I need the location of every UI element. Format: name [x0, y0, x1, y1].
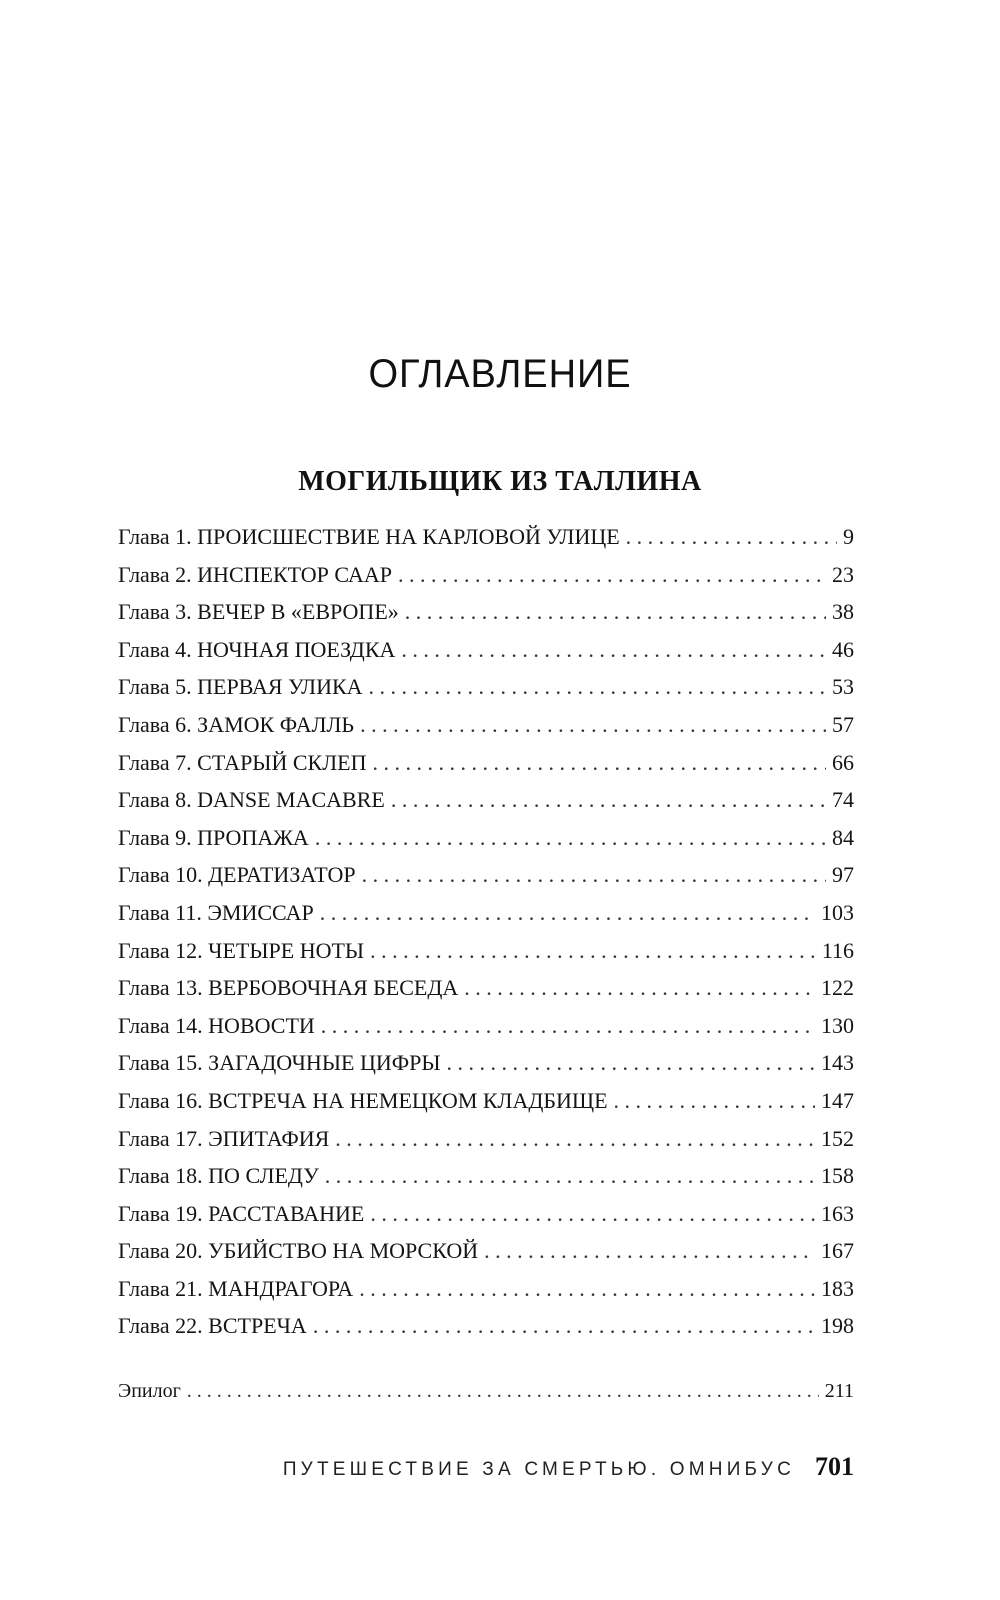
- toc-entry-label: Глава 15. ЗАГАДОЧНЫЕ ЦИФРЫ: [118, 1050, 441, 1076]
- dot-leader: [484, 1238, 815, 1264]
- dot-leader: [315, 825, 826, 851]
- toc-entry-page: 167: [821, 1238, 854, 1264]
- toc-entry[interactable]: [118, 1238, 854, 1276]
- toc-entry[interactable]: [118, 637, 854, 675]
- dot-leader: [321, 1013, 815, 1039]
- toc-entry-label: Глава 14. НОВОСТИ: [118, 1012, 315, 1038]
- toc-entry[interactable]: [118, 1088, 854, 1126]
- dot-leader: [626, 524, 837, 550]
- toc-entry-label: Глава 16. ВСТРЕЧА НА НЕМЕЦКОМ КЛАДБИЩЕ: [118, 1087, 608, 1113]
- table-of-contents: [118, 524, 854, 1351]
- toc-entry-label: Глава 5. ПЕРВАЯ УЛИКА: [118, 674, 363, 700]
- dot-leader: [335, 1126, 815, 1152]
- toc-entry[interactable]: [118, 787, 854, 825]
- toc-entry[interactable]: [118, 562, 854, 600]
- page-footer: [220, 1452, 854, 1482]
- toc-entry-label: Глава 7. СТАРЫЙ СКЛЕП: [118, 749, 367, 775]
- toc-entry-label: Глава 17. ЭПИТАФИЯ: [118, 1125, 330, 1151]
- toc-entry-page: 23: [832, 561, 854, 587]
- toc-entry-page: 158: [821, 1163, 854, 1189]
- dot-leader: [369, 674, 826, 700]
- toc-entry-page: 147: [821, 1087, 854, 1113]
- dot-leader: [360, 712, 826, 738]
- toc-entry-label: Глава 18. ПО СЛЕДУ: [118, 1163, 319, 1189]
- toc-entry-page: 97: [832, 862, 854, 888]
- dot-leader: [325, 1163, 815, 1189]
- toc-entry[interactable]: [118, 862, 854, 900]
- dot-leader: [401, 637, 826, 663]
- toc-entry-page: 163: [821, 1200, 854, 1226]
- dot-leader: [614, 1088, 815, 1114]
- toc-entry-label: Глава 22. ВСТРЕЧА: [118, 1313, 307, 1339]
- toc-entry-label: Глава 9. ПРОПАЖА: [118, 824, 309, 850]
- toc-entry[interactable]: [118, 1126, 854, 1164]
- toc-entry-label: Глава 21. МАНДРАГОРА: [118, 1275, 354, 1301]
- dot-leader: [370, 1201, 815, 1227]
- toc-entry-page: 103: [821, 899, 854, 925]
- dot-leader: [372, 750, 826, 776]
- toc-entry-label: Глава 10. ДЕРАТИЗАТОР: [118, 862, 356, 888]
- dot-leader: [370, 938, 816, 964]
- book-title: МОГИЛЬЩИК ИЗ ТАЛЛИНА: [298, 466, 702, 497]
- toc-entry-page: 116: [821, 937, 854, 963]
- running-title: ПУТЕШЕСТВИЕ ЗА СМЕРТЬЮ. ОМНИБУС: [282, 1459, 795, 1480]
- toc-entry-page: 143: [821, 1050, 854, 1076]
- toc-entry[interactable]: [118, 975, 854, 1013]
- dot-leader: [464, 975, 815, 1001]
- toc-entry[interactable]: [118, 1313, 854, 1351]
- toc-entry[interactable]: [118, 750, 854, 788]
- toc-entry-label: Глава 19. РАССТАВАНИЕ: [118, 1200, 365, 1226]
- toc-entry-page: 130: [821, 1012, 854, 1038]
- dot-leader: [362, 862, 826, 888]
- toc-entry-epilogue[interactable]: [118, 1380, 854, 1418]
- toc-entry-label: Глава 8. DANSE MACABRE: [118, 787, 385, 813]
- toc-entry[interactable]: [118, 825, 854, 863]
- toc-entry-label: Глава 12. ЧЕТЫРЕ НОТЫ: [118, 937, 365, 963]
- toc-entry-page: 66: [832, 749, 854, 775]
- dot-leader: [187, 1380, 819, 1403]
- toc-entry[interactable]: [118, 674, 854, 712]
- page-title: ОГЛАВЛЕНИЕ: [368, 352, 632, 396]
- dot-leader: [405, 599, 826, 625]
- toc-entry-label: Глава 3. ВЕЧЕР В «ЕВРОПЕ»: [118, 599, 399, 625]
- toc-entry-label: Эпилог: [118, 1380, 181, 1402]
- dot-leader: [398, 562, 826, 588]
- toc-entry-page: 38: [832, 599, 854, 625]
- toc-entry[interactable]: [118, 1050, 854, 1088]
- toc-entry-page: 53: [832, 674, 854, 700]
- toc-entry[interactable]: [118, 938, 854, 976]
- toc-entry-page: 57: [832, 711, 854, 737]
- toc-entry-label: Глава 20. УБИЙСТВО НА МОРСКОЙ: [118, 1238, 479, 1264]
- epilogue-section: [118, 1380, 854, 1418]
- toc-entry[interactable]: [118, 524, 854, 562]
- toc-entry-label: Глава 1. ПРОИСШЕСТВИЕ НА КАРЛОВОЙ УЛИЦЕ: [118, 524, 620, 549]
- toc-entry[interactable]: [118, 1201, 854, 1239]
- toc-entry-label: Глава 2. ИНСПЕКТОР СААР: [118, 561, 392, 587]
- toc-entry[interactable]: [118, 599, 854, 637]
- dot-leader: [447, 1050, 815, 1076]
- toc-entry-label: Глава 13. ВЕРБОВОЧНАЯ БЕСЕДА: [118, 975, 459, 1001]
- dot-leader: [313, 1313, 815, 1339]
- dot-leader: [359, 1276, 815, 1302]
- toc-entry-label: Глава 4. НОЧНАЯ ПОЕЗДКА: [118, 636, 396, 662]
- toc-entry-page: 152: [821, 1125, 854, 1151]
- toc-entry-label: Глава 11. ЭМИССАР: [118, 899, 314, 925]
- toc-entry[interactable]: [118, 1276, 854, 1314]
- dot-leader: [391, 787, 826, 813]
- toc-entry-page: 9: [843, 524, 854, 549]
- toc-entry[interactable]: [118, 900, 854, 938]
- toc-entry-page: 211: [824, 1380, 854, 1402]
- toc-entry-page: 74: [832, 787, 854, 813]
- toc-entry[interactable]: [118, 1163, 854, 1201]
- toc-entry-page: 46: [832, 636, 854, 662]
- toc-entry[interactable]: [118, 1013, 854, 1051]
- toc-entry[interactable]: [118, 712, 854, 750]
- toc-entry-label: Глава 6. ЗАМОК ФАЛЛЬ: [118, 711, 355, 737]
- toc-entry-page: 198: [821, 1313, 854, 1339]
- toc-entry-page: 84: [832, 824, 854, 850]
- page-number: 701: [815, 1452, 854, 1481]
- dot-leader: [320, 900, 815, 926]
- toc-entry-page: 122: [821, 975, 854, 1001]
- toc-entry-page: 183: [821, 1275, 854, 1301]
